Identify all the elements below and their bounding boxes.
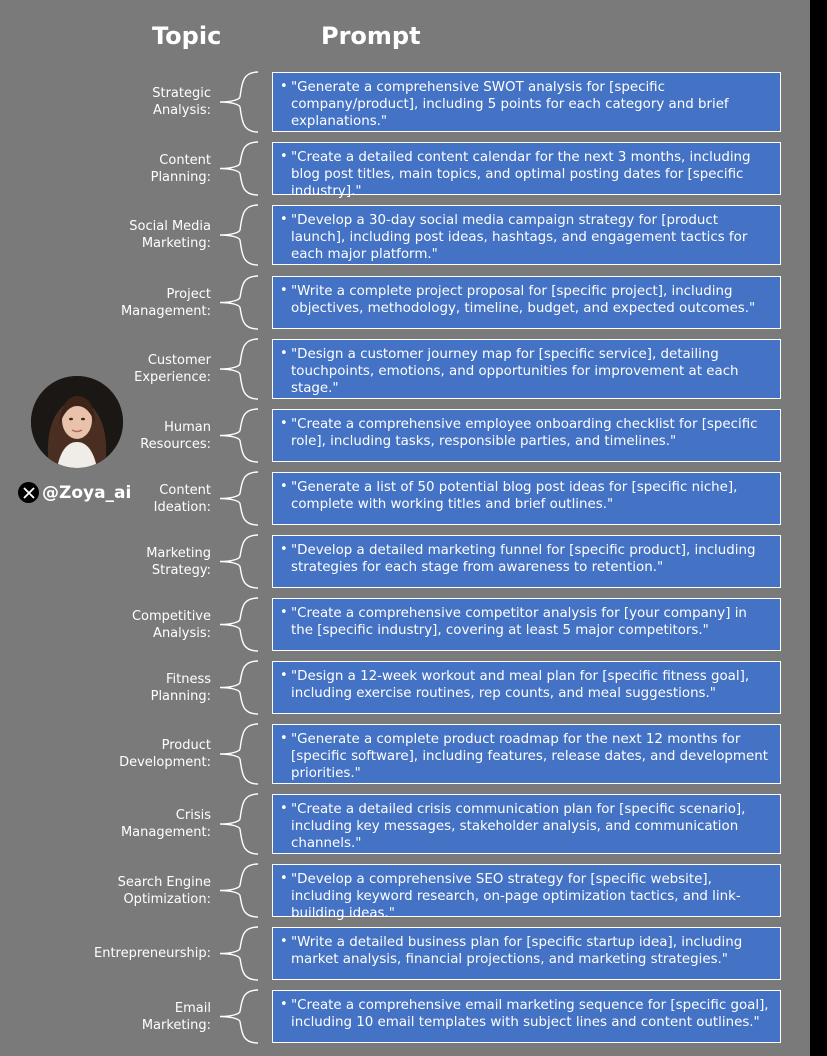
topic-label: Product Development: <box>119 738 211 770</box>
curly-brace <box>216 659 262 716</box>
curly-brace <box>216 274 262 331</box>
prompt-box: • "Create a detailed content calendar for the next 3 months, including blog post titles, main topics, and optimal posting dates for [specific industry]." <box>272 142 781 195</box>
curly-brace <box>216 925 262 982</box>
prompt-box: • "Create a comprehensive employee onboarding checklist for [specific role], including tasks, responsible parties, and timelines." <box>272 409 781 462</box>
avatar <box>31 376 123 468</box>
prompt-box: • "Generate a list of 50 potential blog post ideas for [specific niche], complete with working titles and brief outlines." <box>272 472 781 525</box>
handle-text: @Zoya_ai <box>42 482 132 503</box>
topic-label: Fitness Planning: <box>150 671 211 704</box>
topic-label: Content Ideation: <box>153 482 211 515</box>
topic-label: Crisis Management: <box>120 808 211 840</box>
curly-brace <box>216 533 262 590</box>
curly-brace <box>216 596 262 653</box>
curly-brace <box>216 407 262 464</box>
topic-label: Content Planning: <box>150 152 211 185</box>
social-handle[interactable] <box>18 482 131 503</box>
curly-brace <box>216 792 262 856</box>
topic-column-header: Topic <box>152 22 222 50</box>
topic-label: Email Marketing: <box>141 1000 211 1033</box>
curly-brace <box>216 203 262 267</box>
curly-brace <box>216 470 262 527</box>
prompt-box: • "Write a detailed business plan for [specific startup idea], including market analysis, financial projections, and marketing strategies." <box>272 927 781 980</box>
prompt-box: • "Create a comprehensive email marketing sequence for [specific goal], including 10 email templates with subject lines and content outlines." <box>272 990 781 1043</box>
topic-label: Customer Experience: <box>134 353 211 385</box>
topic-label: Human Resources: <box>140 419 211 452</box>
prompt-box: • "Design a customer journey map for [specific service], detailing touchpoints, emotions, and opportunities for improvement at each stage." <box>272 339 781 399</box>
prompt-box: • "Create a detailed crisis communication plan for [specific scenario], including key messages, stakeholder analysis, and communication channels." <box>272 794 781 854</box>
prompt-box: • "Design a 12-week workout and meal plan for [specific fitness goal], including exercise routines, rep counts, and meal suggestions." <box>272 661 781 714</box>
topic-label: Search Engine Optimization: <box>117 874 211 907</box>
curly-brace <box>216 337 262 401</box>
prompt-box: • "Generate a comprehensive SWOT analysis for [specific company/product], including 5 points for each category and brief explanations." <box>272 72 781 132</box>
curly-brace <box>216 140 262 197</box>
topic-label: Entrepreneurship: <box>94 946 211 961</box>
prompt-box: • "Generate a complete product roadmap for the next 12 months for [specific software], including features, release dates, and development priorities." <box>272 724 781 784</box>
prompt-box: • "Develop a detailed marketing funnel for [specific product], including strategies for each stage from awareness to retention." <box>272 535 781 588</box>
curly-brace <box>216 722 262 786</box>
curly-brace <box>216 862 262 919</box>
topic-label: Competitive Analysis: <box>131 608 211 641</box>
prompt-box: • "Develop a comprehensive SEO strategy for [specific website], including keyword research, on-page optimization tactics, and link-building ideas." <box>272 864 781 917</box>
topic-label: Strategic Analysis: <box>152 86 211 118</box>
topic-label: Social Media Marketing: <box>129 219 211 251</box>
prompt-box: • "Create a comprehensive competitor analysis for [your company] in the [specific industry], covering at least 5 major competitors." <box>272 598 781 651</box>
prompt-box: • "Develop a 30-day social media campaign strategy for [product launch], including post ideas, hashtags, and engagement tactics for each major platform." <box>272 205 781 265</box>
topic-label: Project Management: <box>120 286 211 319</box>
prompt-box: • "Write a complete project proposal for [specific project], including objectives, methodology, timeline, budget, and expected outcomes." <box>272 276 781 329</box>
prompt-column-header: Prompt <box>321 22 421 50</box>
curly-brace <box>216 988 262 1045</box>
x-logo-icon <box>18 482 39 503</box>
topic-label: Marketing Strategy: <box>146 545 211 578</box>
curly-brace <box>216 70 262 134</box>
